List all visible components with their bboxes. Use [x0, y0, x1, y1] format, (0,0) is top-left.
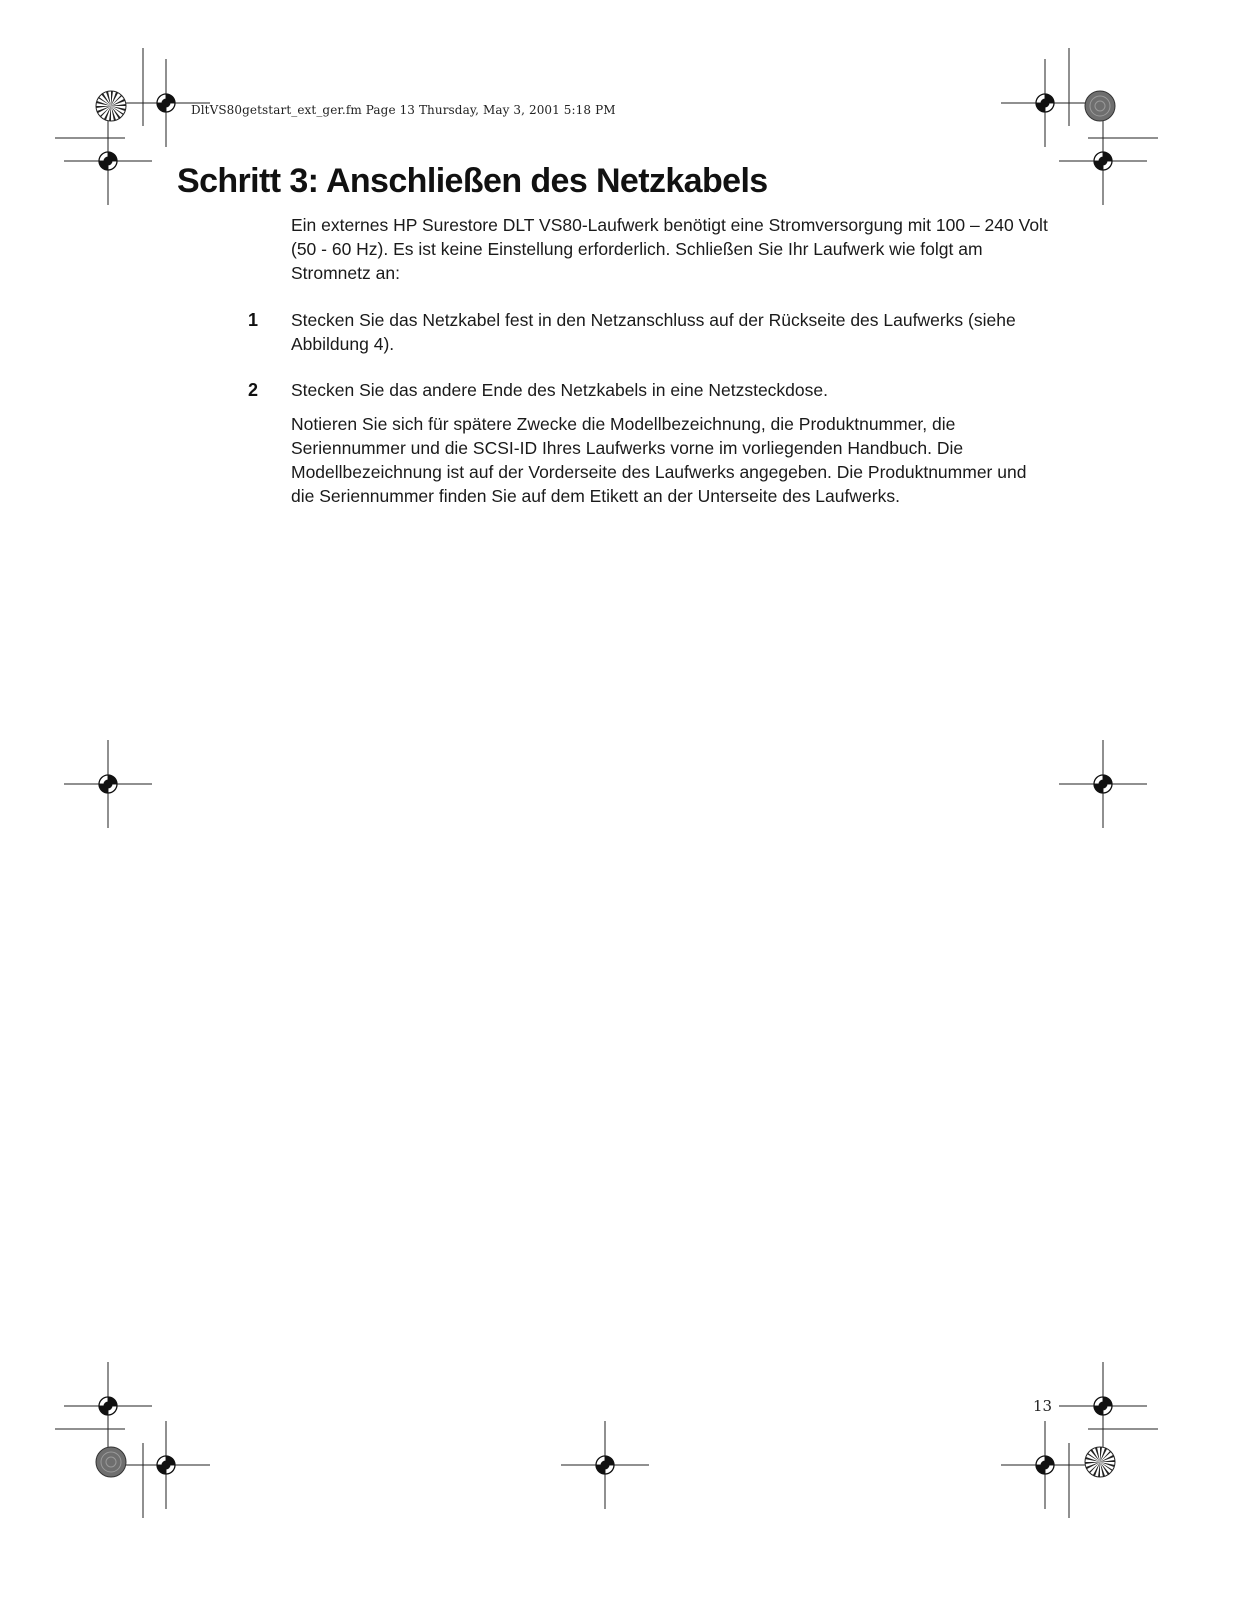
- step-number-2: 2: [248, 380, 259, 400]
- intro-paragraph: Ein externes HP Surestore DLT VS80-Laufwerk benötigt eine Stromversorgung mit 100 – 240 Volt (50 - 60 Hz). Es ist keine Einstellung erforderlich. Schließen Sie Ihr Laufwerk wie folgt am Stromnetz an:: [291, 215, 1048, 283]
- section-title: Schritt 3: Anschließen des Netzkabels: [177, 162, 768, 200]
- step-text-1: Stecken Sie das Netzkabel fest in den Netzanschluss auf der Rückseite des Laufwerks (siehe Abbildung 4).: [291, 310, 1016, 354]
- page-number: 13: [1033, 1397, 1053, 1415]
- file-slug-header: DltVS80getstart_ext_ger.fm Page 13 Thursday, May 3, 2001 5:18 PM: [191, 103, 616, 117]
- note-paragraph: Notieren Sie sich für spätere Zwecke die Modellbezeichnung, die Produktnummer, die Seriennummer und die SCSI-ID Ihres Laufwerks vorne im vorliegenden Handbuch. Die Modellbezeichnung ist auf der Vorderseite des Laufwerks angegeben. Die Produktnummer und die Seriennummer finden Sie auf dem Etikett an der Unterseite des Laufwerks.: [291, 414, 1027, 506]
- step-number-1: 1: [248, 310, 259, 330]
- step-text-2: Stecken Sie das andere Ende des Netzkabels in eine Netzsteckdose.: [291, 380, 828, 400]
